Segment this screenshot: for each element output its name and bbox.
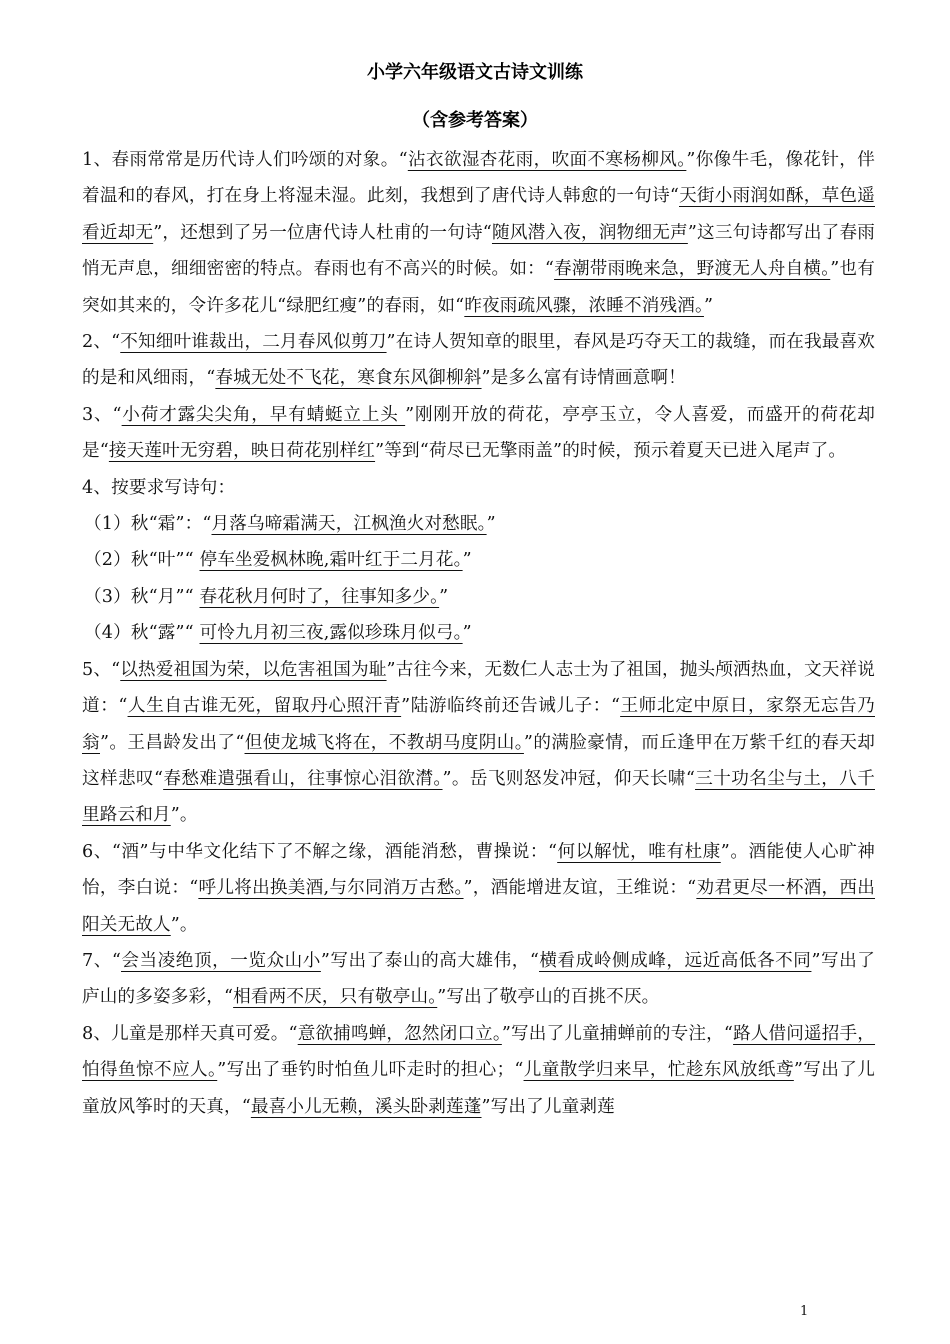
- question-text: ”等到“荷尽已无擎雨盖”的时候，预示着夏天已进入尾声了。: [375, 441, 847, 462]
- answer-text: 儿童散学归来早，忙趁东风放纸鸢: [523, 1060, 794, 1081]
- question-text: ”。: [170, 914, 198, 935]
- answer-text: 春花秋月何时了，往事知多少。: [199, 586, 440, 607]
- answer-text: 劝君更尽一杯酒，西出阳关无故人: [82, 878, 876, 935]
- question-text: ”，还想到了另一位唐代诗人杜甫的一句诗“: [153, 222, 492, 243]
- question-text: ”写出了垂钓时怕鱼儿吓走时的担心；“: [217, 1060, 524, 1081]
- answer-text: 不知细叶谁裁出，二月春风似剪刀: [120, 332, 387, 353]
- answer-text: 人生自古谁无死，留取丹心照汗青: [127, 696, 402, 717]
- answer-text: 但使龙城飞将在，不教胡马度阴山。: [244, 732, 524, 753]
- answer-text: 随风潜入夜，润物细无声: [491, 222, 688, 243]
- answer-text: 接天莲叶无穷碧，映日荷花别样红: [108, 441, 376, 462]
- answer-text: 停车坐爱枫林晚,霜叶红于二月花。: [199, 550, 463, 571]
- question-text: ”写出了儿童剥莲: [481, 1096, 615, 1117]
- page-title: 小学六年级语文古诗文训练: [367, 62, 583, 83]
- question-8: [82, 1016, 875, 1125]
- question-6: [82, 834, 875, 943]
- document-body: [82, 142, 875, 1125]
- question-4-item: [82, 542, 875, 578]
- question-text: ”写出了泰山的高大雄伟，“: [320, 950, 540, 971]
- question-text: ”。酒能使人心旷神怡，李白说：“: [82, 841, 875, 899]
- question-text: ”在诗人贺知章的眼里，春风是巧夺天工的裁缝，而在我最喜欢的是和风细雨，“: [82, 332, 875, 389]
- item-label: （4）秋“露”“: [84, 623, 200, 644]
- question-text: ”。王昌龄发出了“: [100, 732, 245, 753]
- answer-text: 春城无处不飞花，寒食东风御柳斜: [215, 368, 482, 389]
- answer-text: 昨夜雨疏风骤，浓睡不消残酒。: [464, 295, 704, 316]
- question-1: [82, 142, 875, 324]
- item-end: ”: [486, 514, 496, 535]
- question-text: ”。: [170, 805, 198, 826]
- item-label: （3）秋“月”“: [84, 586, 200, 607]
- question-text: ”的满脸豪情，而丘逢甲在万紫千红的春天却这样悲叹“: [82, 732, 875, 789]
- question-text: 6、“酒”与中华文化结下了不解之缘，酒能消愁，曹操说：“: [82, 841, 558, 862]
- question-text: 3、“: [82, 404, 122, 425]
- answer-text: 沾衣欲湿杏花雨，吹面不寒杨柳风。: [407, 150, 687, 170]
- answer-text: 意欲捕鸣蝉，忽然闭口立。: [297, 1023, 502, 1044]
- question-5: [82, 652, 875, 834]
- answer-text: 小荷才露尖尖角，早有蜻蜓立上头: [121, 404, 406, 425]
- item-end: ”: [462, 550, 472, 571]
- answer-text: 王师北定中原日，家祭无忘告乃翁: [82, 696, 875, 753]
- answer-text: 何以解忧，唯有杜康: [557, 841, 721, 862]
- answer-text: 横看成岭侧成峰，远近高低各不同: [539, 950, 812, 971]
- page-number: 1: [800, 1304, 809, 1319]
- answer-text: 会当凌绝顶，一览众山小: [121, 950, 321, 971]
- question-text: ”写出了儿童放风筝时的天真，“: [82, 1060, 875, 1117]
- answer-text: 月落乌啼霜满天，江枫渔火对愁眠。: [211, 514, 487, 535]
- page-subtitle: （含参考答案）: [412, 110, 538, 131]
- question-text: ”: [703, 295, 714, 316]
- answer-text: 呼儿将出换美酒,与尔同消万古愁。: [198, 878, 464, 899]
- question-text: ”，酒能增进友谊，王维说：“: [463, 878, 697, 899]
- item-label: （2）秋“叶”“: [84, 550, 200, 571]
- answer-text: 春愁难遣强看山，往事惊心泪欲潸。: [163, 768, 443, 789]
- answer-text: 可怜九月初三夜,露似珍珠月似弓。: [199, 623, 463, 644]
- question-4-item: [82, 579, 875, 615]
- question-text: 1、春雨常常是历代诗人们吟颂的对象。“: [82, 150, 408, 170]
- question-text: 5、“: [82, 659, 121, 680]
- answer-text: 三十功名尘与土，八千里路云和月: [82, 768, 875, 826]
- question-4-item: [82, 615, 875, 651]
- question-text: ”陆游临终前还告诫儿子：“: [401, 696, 621, 717]
- answer-text: 最喜小儿无赖，溪头卧剥莲蓬: [250, 1096, 482, 1117]
- question-text: 7、“: [82, 950, 122, 971]
- question-3: [82, 397, 875, 470]
- question-text: ”你像牛毛，像花针，伴着温和的春风，打在身上将湿未湿。此刻，我想到了唐代诗人韩愈的一句诗“: [82, 150, 875, 207]
- question-text: ”古往今来，无数仁人志士为了祖国，抛头颅洒热血，文天祥说道：“: [82, 659, 875, 717]
- item-end: ”: [439, 586, 449, 607]
- question-text: ”刚刚开放的荷花，亭亭玉立，令人喜爱，而盛开的荷花却是“: [82, 404, 876, 462]
- question-text: 2、“: [82, 332, 121, 353]
- question-4-heading: 4、按要求写诗句：: [82, 477, 236, 498]
- question-2: [82, 324, 875, 397]
- question-7: [82, 943, 875, 1016]
- question-text: 8、儿童是那样天真可爱。“: [82, 1023, 298, 1044]
- answer-text: 相看两不厌，只有敬亭山。: [233, 987, 438, 1008]
- answer-text: 路人借问遥招手， 怕得鱼惊不应人。: [82, 1023, 876, 1081]
- question-text: ”。岳飞则怒发冲冠，仰天长啸“: [442, 768, 696, 789]
- question-text: ”也有突如其来的，令许多花儿“绿肥红瘦”的春雨，如“: [82, 259, 875, 316]
- question-text: ”是多么富有诗情画意啊！: [481, 368, 686, 389]
- answer-text: 天街小雨润如酥，草色遥看近却无: [82, 186, 875, 243]
- question-text: ”写出了庐山的多姿多彩，“: [82, 950, 875, 1008]
- question-text: ”写出了儿童捕蝉前的专注，“: [501, 1023, 734, 1044]
- question-text: ”这三句诗都写出了春雨悄无声息，细细密密的特点。春雨也有不高兴的时候。如：“: [82, 222, 875, 280]
- answer-text: 春潮带雨晚来急，野渡无人舟自横。: [554, 259, 831, 280]
- item-end: ”: [462, 623, 472, 644]
- question-4-item: [82, 506, 875, 542]
- question-text: ”写出了敬亭山的百挑不厌。: [437, 987, 660, 1008]
- answer-text: 以热爱祖国为荣，以危害祖国为耻: [120, 659, 387, 680]
- item-label: （1）秋“霜”：“: [84, 514, 212, 535]
